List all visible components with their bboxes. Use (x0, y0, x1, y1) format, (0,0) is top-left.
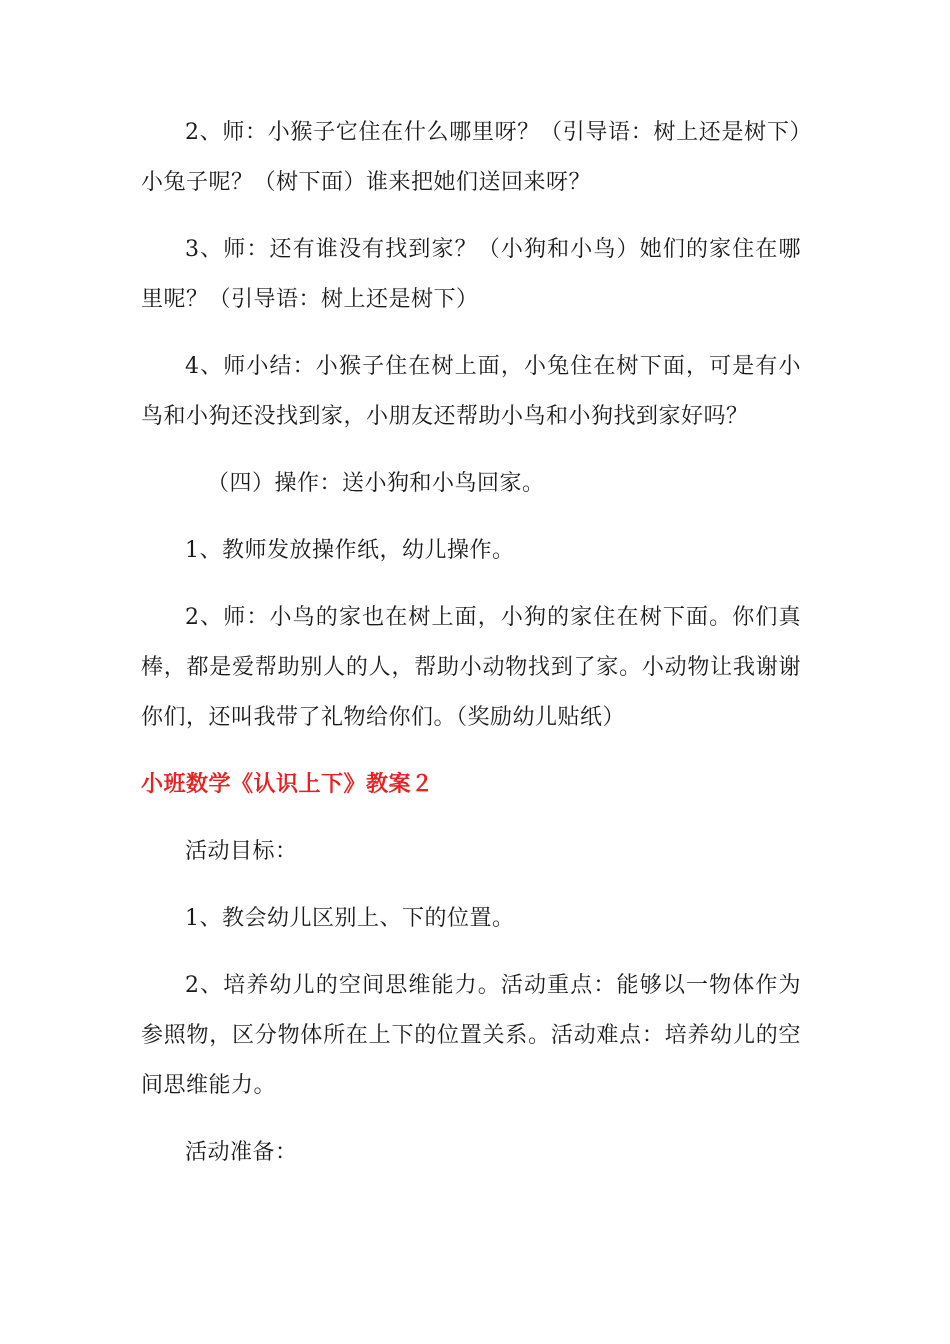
paragraph-section-operation: （四）操作：送小狗和小鸟回家。 (207, 471, 545, 496)
paragraph-activity-prep-label: 活动准备： (185, 1140, 298, 1165)
document-page (141, 108, 801, 1195)
paragraph-teacher-praise: 2、师：小鸟的家也在树上面，小狗的家住在树下面。你们真棒，都是爱帮助别人的人，帮助小动物找到了家。小动物让我谢谢你们，还叫我带了礼物给你们。（奖励幼儿贴纸） (141, 605, 801, 730)
paragraph-question-monkey: 2、师：小猴子它住在什么哪里呀？（引导语：树上还是树下）小兔子呢？（树下面）谁来把她们送回来呀？ (141, 120, 801, 195)
paragraph-distribute-worksheet: 1、教师发放操作纸，幼儿操作。 (185, 538, 515, 563)
paragraph-question-others: 3、师：还有谁没有找到家？（小狗和小鸟）她们的家住在哪里呢？（引导语：树上还是树下） (141, 237, 801, 312)
paragraph-goal-2: 2、培养幼儿的空间思维能力。活动重点：能够以一物体作为参照物，区分物体所在上下的位置关系。活动难点：培养幼儿的空间思维能力。 (141, 973, 801, 1098)
lesson-plan-heading: 小班数学《认识上下》教案２ (141, 772, 434, 797)
paragraph-activity-goals-label: 活动目标： (185, 839, 298, 864)
paragraph-goal-1: 1、教会幼儿区别上、下的位置。 (185, 906, 515, 931)
paragraph-teacher-summary: 4、师小结：小猴子住在树上面，小兔住在树下面，可是有小鸟和小狗还没找到家，小朋友还帮助小鸟和小狗找到家好吗？ (141, 354, 801, 429)
